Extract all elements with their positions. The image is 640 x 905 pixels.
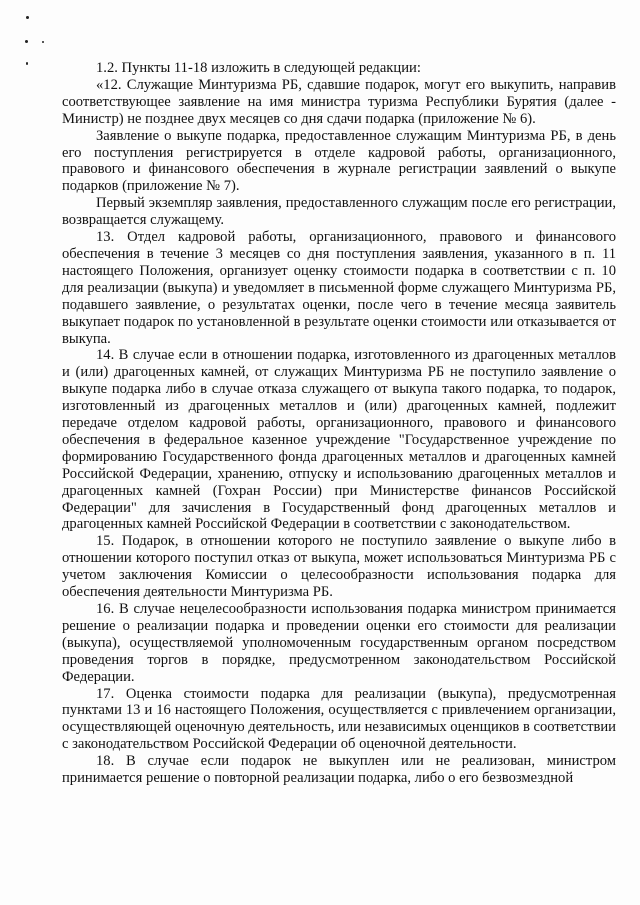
paragraph-12: «12. Служащие Минтуризма РБ, сдавшие подарок, могут его выкупить, направив соответствующее заявление на имя министра туризма Республики Бурятия (далее - Министр) не позднее двух месяцев со дня сдачи подарка (приложение № 6). <box>62 76 616 127</box>
paragraph-16: 16. В случае нецелесообразности использования подарка министром принимается решение о реализации подарка и проведении оценки его стоимости для реализации (выкупа), осуществляемой уполномоченным государственным органом посредством проведения торгов в порядке, предусмотренном законодательством Российской Федерации. <box>62 601 616 685</box>
scan-speck <box>26 62 28 65</box>
paragraph-1-2: 1.2. Пункты 11-18 изложить в следующей редакции: <box>96 60 421 76</box>
scan-specks <box>22 10 62 80</box>
scan-speck <box>25 40 28 43</box>
scan-speck <box>26 16 29 19</box>
paragraph-12-application: Заявление о выкупе подарка, предоставленное служащим Минтуризма РБ, в день его поступления регистрируется в отделе кадровой работы, организационного, правового и финансового обеспечения в журнале регистрации заявлений о выкупе подарков (приложение № 7). <box>62 127 616 195</box>
paragraph-15: 15. Подарок, в отношении которого не поступило заявление о выкупе либо в отношении которого поступил отказ от выкупа, может использоваться Минтуризма РБ с учетом заключения Комиссии о целесообразности использования подарка для обеспечения деятельности Минтуризма РБ. <box>62 533 616 601</box>
paragraph-14: 14. В случае если в отношении подарка, изготовленного из драгоценных металлов и (или) драгоценных камней, от служащих Минтуризма РБ не поступило заявление о выкупе подарка либо в случае отказа служащего от выкупа такого подарка, то подарок, изготовленный из драгоценных металлов и (или) драгоценных камней, подлежит передаче отделом кадровой работы, организационного, правового и финансового обеспечения в федеральное казенное учреждение "Государственное учреждение по формированию Государственного фонда драгоценных металлов и драгоценных камней Российской Федерации, хранению, отпуску и использованию драгоценных металлов и драгоценных камней (Гохран России) при Министерстве финансов Российской Федерации" для зачисления в Государственный фонд драгоценных металлов и драгоценных камней Российской Федерации в соответствии с законодательством. <box>62 347 616 533</box>
paragraph-12-first-copy: Первый экземпляр заявления, предоставленного служащим после его регистрации, возвращается служащему. <box>62 195 616 229</box>
scan-speck <box>42 41 44 43</box>
paragraph-13: 13. Отдел кадровой работы, организационного, правового и финансового обеспечения в течение 3 месяцев со дня поступления заявления, указанного в п. 11 настоящего Положения, организует оценку стоимости подарка в соответствии с п. 10 для реализации (выкупа) и уведомляет в письменной форме служащего Минтуризма РБ, подавшего заявление, о результатах оценки, после чего в течение месяца заявитель выкупает подарок по установленной в результате оценки стоимости или отказывается от выкупа. <box>62 229 616 347</box>
document-body <box>62 60 616 787</box>
paragraph-18: 18. В случае если подарок не выкуплен или не реализован, министром принимается решение о повторной реализации подарка, либо о его безвозмездной <box>62 753 616 787</box>
paragraph-17: 17. Оценка стоимости подарка для реализации (выкупа), предусмотренная пунктами 13 и 16 настоящего Положения, осуществляется с привлечением организации, осуществляющей оценочную деятельность, или независимых оценщиков в соответствии с законодательством Российской Федерации об оценочной деятельности. <box>62 685 616 753</box>
